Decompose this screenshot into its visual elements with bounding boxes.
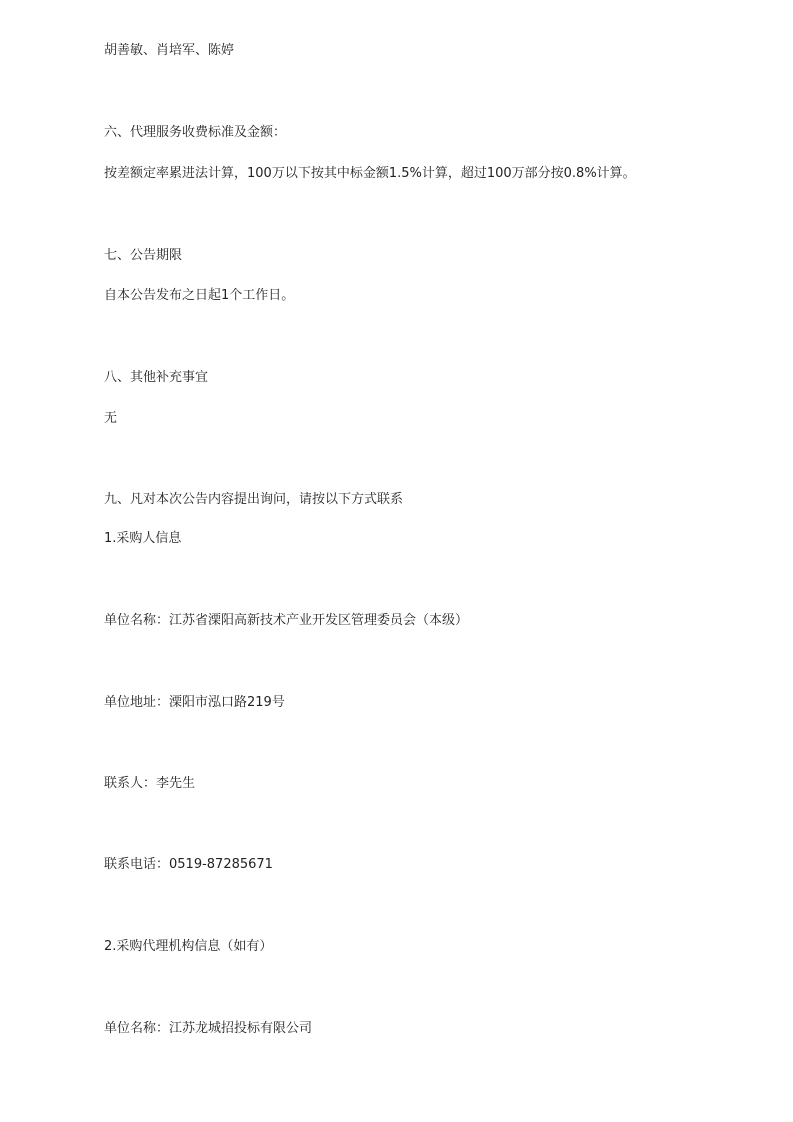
section-heading-notice-period: 七、公告期限: [104, 248, 183, 263]
section-heading-other-matters: 八、其他补充事宜: [104, 370, 209, 385]
purchaser-contact-person: 联系人：李先生: [104, 776, 196, 791]
purchaser-address: 单位地址：溧阳市泓口路219号: [104, 695, 285, 710]
other-matters-text: 无: [104, 411, 118, 426]
agency-info-heading: 2.采购代理机构信息（如有）: [104, 939, 273, 954]
section-heading-contact: 九、凡对本次公告内容提出询问，请按以下方式联系: [104, 492, 404, 507]
agency-name: 单位名称：江苏龙城招投标有限公司: [104, 1021, 313, 1036]
notice-period-text: 自本公告发布之日起1个工作日。: [104, 288, 295, 303]
evaluation-committee-members: 胡善敏、肖培军、陈婷: [104, 43, 235, 58]
purchaser-phone: 联系电话：0519-87285671: [104, 857, 273, 872]
purchaser-info-heading: 1.采购人信息: [104, 531, 182, 546]
purchaser-name: 单位名称：江苏省溧阳高新技术产业开发区管理委员会（本级）: [104, 613, 469, 628]
agency-fee-text: 按差额定率累进法计算，100万以下按其中标金额1.5%计算，超过100万部分按0.8%计算。: [104, 166, 636, 181]
section-heading-agency-fee: 六、代理服务收费标准及金额：: [104, 125, 287, 140]
